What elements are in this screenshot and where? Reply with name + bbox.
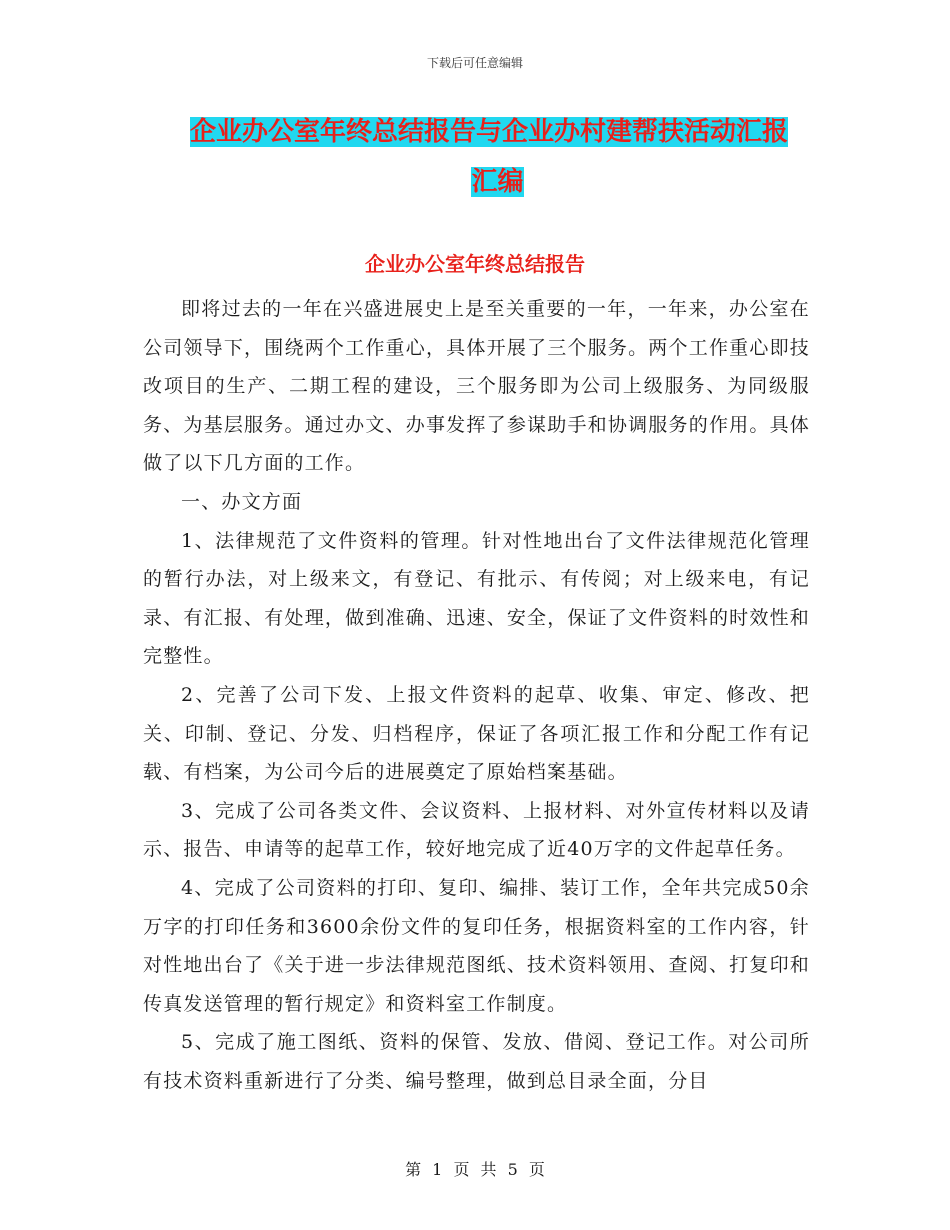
section-title: 企业办公室年终总结报告 xyxy=(365,252,585,276)
page-number: 第 1 页 共 5 页 xyxy=(405,1160,545,1179)
paragraph-heading-1: 一、办文方面 xyxy=(181,490,303,513)
document-body xyxy=(143,290,810,1100)
paragraph-intro: 即将过去的一年在兴盛进展史上是至关重要的一年，一年来，办公室在公司领导下，围绕两个工作重心，具体开展了三个服务。两个工作重心即技改项目的生产、二期工程的建设，三个服务即为公司上级服务、为同级服务、为基层服务。通过办文、办事发挥了参谋助手和协调服务的作用。具体做了以下几方面的工作。 xyxy=(143,298,810,475)
paragraph-item-1: 1、法律规范了文件资料的管理。针对性地出台了文件法律规范化管理的暂行办法，对上级来文，有登记、有批示、有传阅；对上级来电，有记录、有汇报、有处理，做到准确、迅速、安全，保证了文件资料的时效性和完整性。 xyxy=(143,529,810,668)
header-note: 下载后可任意编辑 xyxy=(426,56,523,70)
paragraph-item-3: 3、完成了公司各类文件、会议资料、上报材料、对外宣传材料以及请示、报告、申请等的起草工作，较好地完成了近40万字的文件起草任务。 xyxy=(143,799,810,861)
paragraph-item-2: 2、完善了公司下发、上报文件资料的起草、收集、审定、修改、把关、印制、登记、分发、归档程序，保证了各项汇报工作和分配工作有记载、有档案，为公司今后的进展奠定了原始档案基础。 xyxy=(143,683,810,784)
title-line-1: 企业办公室年终总结报告与企业办村建帮扶活动汇报 xyxy=(190,117,789,147)
title-line-2: 汇编 xyxy=(471,167,524,197)
document-title xyxy=(190,110,805,204)
paragraph-item-4: 4、完成了公司资料的打印、复印、编排、装订工作，全年共完成50余万字的打印任务和3600余份文件的复印任务，根据资料室的工作内容，针对性地出台了《关于进一步法律规范图纸、技术资料领用、查阅、打复印和传真发送管理的暂行规定》和资料室工作制度。 xyxy=(143,876,810,1015)
paragraph-item-5: 5、完成了施工图纸、资料的保管、发放、借阅、登记工作。对公司所有技术资料重新进行了分类、编号整理，做到总目录全面，分目 xyxy=(143,1031,810,1092)
